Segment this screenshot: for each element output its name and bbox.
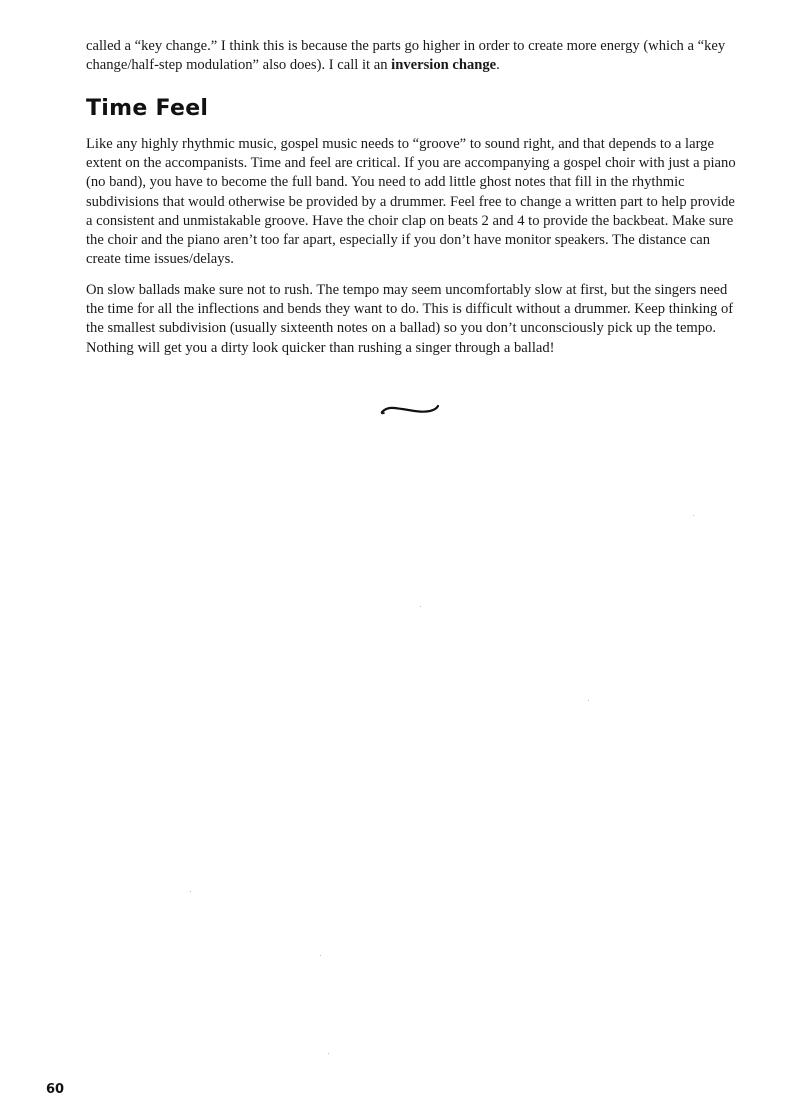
body-paragraph-1: Like any highly rhythmic music, gospel music needs to “groove” to sound right, and that depends to a large extent on the accompanists. Time and feel are critical. If you are accompanying a gospel choir with just a piano (no band), you have to become the full band. You need to add little ghost notes that fill in the rhythmic subdivisions that would otherwise be provided by a drummer. Feel free to change a written part to help provide a consistent and unmistakable groove. Have the choir clap on beats 2 and 4 to provide the backbeat. Make sure the choir and the piano aren’t too far apart, especially if you don’t have monitor speakers. The distance can create time issues/delays. [86,136,736,268]
scan-speck [588,700,589,701]
section-heading: Time Feel [86,96,209,121]
intro-bold-term: inversion change [391,57,497,74]
intro-text-before: called a “key change.” I think this is because the parts go higher in order to create more energy (which a “key change/half-step modulation” also does). I call it an [86,38,726,74]
intro-paragraph [86,37,736,75]
scan-speck [190,891,191,892]
scan-speck [693,515,694,516]
intro-text-after: . [496,57,500,74]
swash-ornament-icon [380,402,442,418]
scan-speck [328,1053,329,1054]
scan-speck [420,606,421,607]
body-paragraph-2: On slow ballads make sure not to rush. The tempo may seem uncomfortably slow at first, but the singers need the time for all the inflections and bends they want to do. This is difficult without a drummer. Keep thinking of the smallest subdivision (usually sixteenth notes on a ballad) so you don’t unconsciously pick up the tempo. Nothing will get you a dirty look quicker than rushing a singer through a ballad! [86,282,734,356]
scan-speck [320,955,321,956]
page-number: 60 [46,1082,65,1097]
